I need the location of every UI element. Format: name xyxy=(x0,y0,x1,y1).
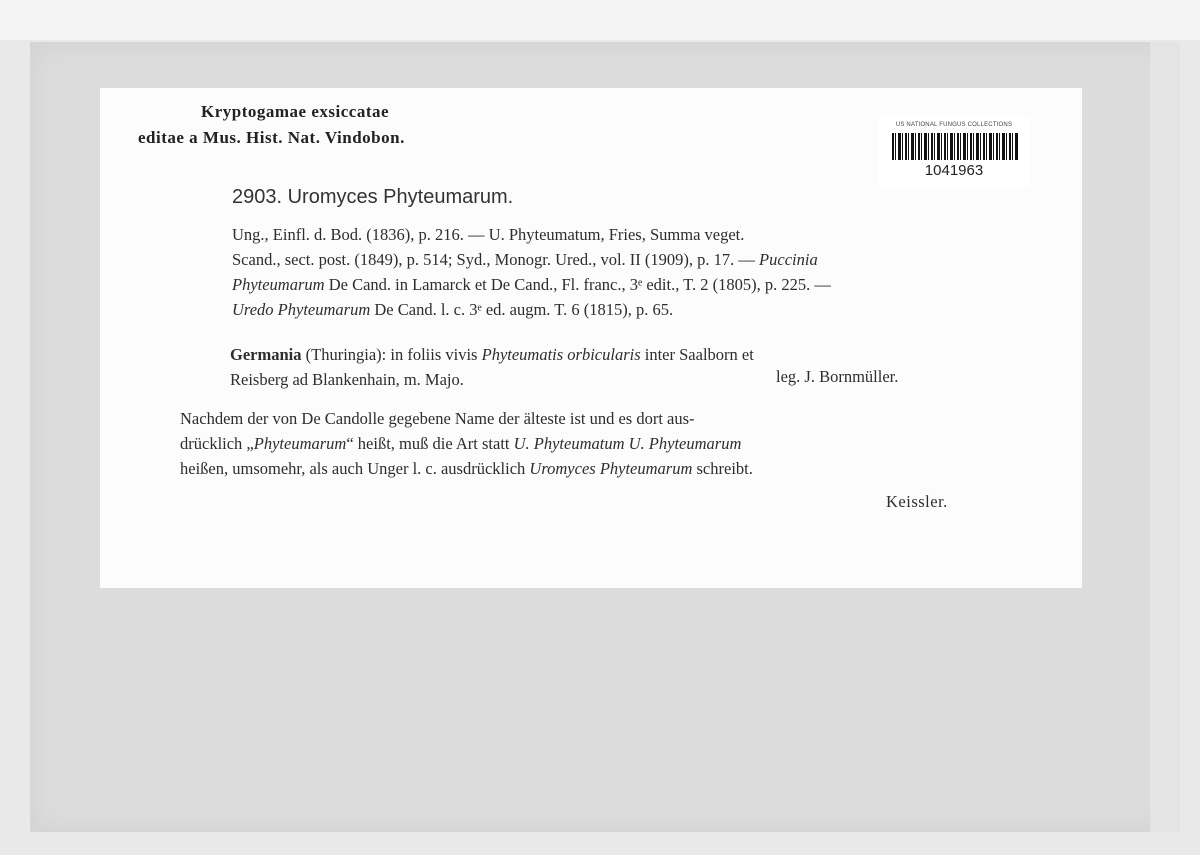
sheet-edge xyxy=(1150,42,1180,832)
species-title: 2903. Uromyces Phyteumarum. xyxy=(232,186,514,208)
text-run: De Cand. l. c. 3ᵉ ed. augm. T. 6 (1815), p. 65. xyxy=(370,300,674,319)
barcode-icon xyxy=(892,133,1018,160)
text-run: Reisberg ad Blankenhain, m. Majo. xyxy=(230,370,464,389)
series-title: Kryptogamae exsiccatae xyxy=(201,102,390,121)
synonymy-line xyxy=(232,272,831,297)
italic-run: Phyteumatis orbicularis xyxy=(481,345,641,364)
italic-run: Phyteumarum xyxy=(232,275,325,294)
note-paragraph xyxy=(180,406,753,481)
locality-paragraph xyxy=(230,342,754,392)
barcode-caption: US NATIONAL FUNGUS COLLECTIONS xyxy=(895,122,1013,128)
text-run: Scand., sect. post. (1849), p. 514; Syd., Monogr. Ured., vol. II (1909), p. 17. — xyxy=(232,250,760,269)
text-run: De Cand. in Lamarck et De Cand., Fl. franc., 3ᵉ edit., T. 2 (1805), p. 225. — xyxy=(324,275,831,294)
series-publisher: editae a Mus. Hist. Nat. Vindobon. xyxy=(138,128,405,147)
italic-run: Phyteumarum xyxy=(253,434,347,453)
text-run: “ heißt, muß die Art statt xyxy=(346,434,514,453)
note-line xyxy=(180,456,753,481)
barcode-sticker xyxy=(878,116,1030,188)
text-run: schreibt. xyxy=(692,459,753,478)
locality-line xyxy=(230,367,754,392)
text-run: heißen, umsomehr, als auch Unger l. c. ausdrücklich xyxy=(180,459,530,478)
synonymy-line xyxy=(232,222,831,247)
synonymy-paragraph xyxy=(232,222,831,322)
italic-run: Puccinia xyxy=(759,250,818,269)
background-top xyxy=(0,0,1200,40)
italic-run: Uredo Phyteumarum xyxy=(232,300,371,319)
text-run: inter Saalborn et xyxy=(640,345,754,364)
specimen-label xyxy=(100,88,1082,588)
locality-line xyxy=(230,342,754,367)
text-run: (Thuringia): in foliis vivis xyxy=(301,345,482,364)
italic-run: U. Phyteumatum U. Phyteumarum xyxy=(513,434,742,453)
collector: leg. J. Bornmüller. xyxy=(776,367,899,386)
synonymy-line xyxy=(232,297,831,322)
text-run: Nachdem der von De Candolle gegebene Name der älteste ist und es dort aus- xyxy=(180,409,695,428)
barcode-number: 1041963 xyxy=(924,162,984,179)
signature: Keissler. xyxy=(886,492,948,511)
text-run: drücklich „ xyxy=(180,434,254,453)
synonymy-line xyxy=(232,247,831,272)
bold-run: Germania xyxy=(230,345,302,364)
note-line xyxy=(180,406,753,431)
note-line xyxy=(180,431,753,456)
italic-run: Uromyces Phyteumarum xyxy=(529,459,693,478)
text-run: Ung., Einfl. d. Bod. (1836), p. 216. — U. Phyteumatum, Fries, Summa veget. xyxy=(232,225,745,244)
